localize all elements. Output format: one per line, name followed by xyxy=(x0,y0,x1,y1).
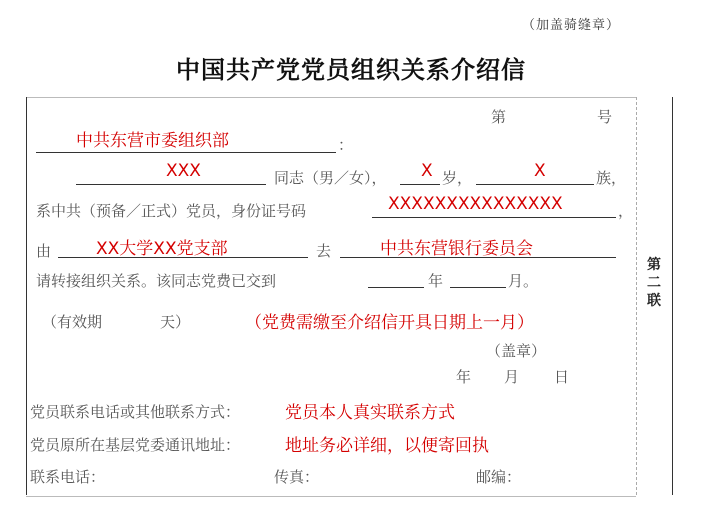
ethnicity-underline xyxy=(476,184,594,185)
perforation-line xyxy=(636,97,637,495)
to-org-value[interactable]: 中共东营银行委员会 xyxy=(380,239,533,259)
validity-text: （有效期 xyxy=(42,313,103,331)
dues-month-label: 月。 xyxy=(508,272,539,290)
id-underline xyxy=(372,217,616,218)
number-prefix: 第 xyxy=(491,108,507,126)
dues-year-underline xyxy=(368,287,424,288)
validity-days: 天） xyxy=(160,313,191,331)
to-text: 去 xyxy=(316,242,332,260)
date-year: 年 xyxy=(456,368,472,386)
contact-value[interactable]: 党员本人真实联系方式 xyxy=(285,403,455,423)
age-value[interactable]: X xyxy=(421,161,433,181)
from-org-value[interactable]: XX大学XX党支部 xyxy=(96,239,228,259)
copy-label: 第 二 联 xyxy=(647,257,661,309)
address-label: 党员原所在基层党委通讯地址： xyxy=(30,436,241,454)
name-underline xyxy=(76,184,266,185)
dues-text: 请转接组织关系。该同志党费已交到 xyxy=(36,272,277,290)
id-number-value[interactable]: XXXXXXXXXXXXXXX xyxy=(388,194,563,214)
ethnicity-value[interactable]: X xyxy=(534,161,546,181)
recipient-colon: ： xyxy=(338,136,354,154)
fax-label: 传真： xyxy=(274,468,320,486)
dues-note: （党费需缴至介绍信开具日期上一月） xyxy=(245,313,534,333)
date-day: 日 xyxy=(554,368,570,386)
age-underline xyxy=(400,184,440,185)
recipient-underline xyxy=(36,152,336,153)
form-right-border xyxy=(672,97,673,495)
date-month: 月 xyxy=(504,368,520,386)
from-prefix: 由 xyxy=(36,242,52,260)
number-suffix: 号 xyxy=(597,108,613,126)
form-left-border xyxy=(26,97,27,495)
name-value[interactable]: XXX xyxy=(166,161,201,181)
gender-text: 同志（男／女）， xyxy=(274,169,387,187)
age-unit: 岁， xyxy=(442,169,473,187)
document-title: 中国共产党党员组织关系介绍信 xyxy=(176,55,526,84)
recipient-value[interactable]: 中共东营市委组织部 xyxy=(76,131,229,151)
contact-label: 党员联系电话或其他联系方式： xyxy=(30,403,241,421)
postcode-label: 邮编： xyxy=(476,468,522,486)
dues-month-underline xyxy=(450,287,506,288)
ethnicity-unit: 族， xyxy=(596,169,627,187)
id-comma: ， xyxy=(618,202,634,220)
seal-placeholder: （盖章） xyxy=(486,342,547,360)
phone-label: 联系电话： xyxy=(30,468,106,486)
party-status-text: 系中共（预备／正式）党员，身份证号码 xyxy=(36,202,307,220)
seal-note: （加盖骑缝章） xyxy=(522,18,621,33)
address-value[interactable]: 地址务必详细，以便寄回执 xyxy=(285,436,489,456)
dues-year-label: 年 xyxy=(428,272,444,290)
